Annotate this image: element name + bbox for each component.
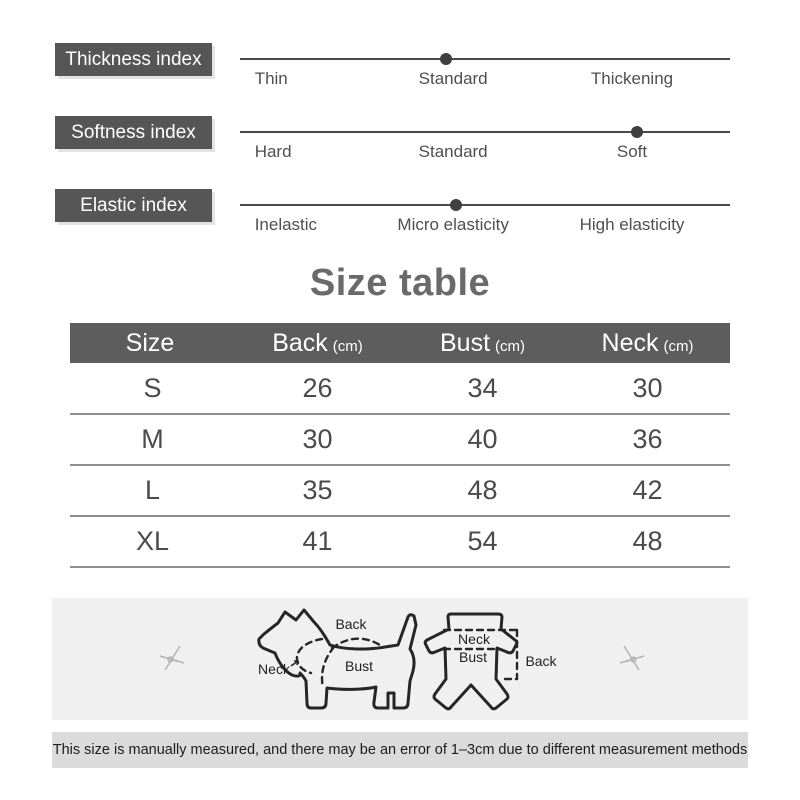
dog-back-label: Back [335, 616, 367, 632]
decorative-cross-icon [157, 643, 187, 673]
cell-back: 30 [235, 414, 400, 465]
cell-neck: 42 [565, 465, 730, 516]
softness-slider [240, 116, 730, 161]
option-thickening: Thickening [590, 69, 674, 88]
cell-back: 26 [235, 363, 400, 414]
elastic-slider [240, 189, 730, 234]
slider-dot [631, 126, 643, 138]
option-hard: Hard [254, 142, 292, 161]
column-header-neck: Neck (cm) [565, 323, 730, 363]
garment-back-label: Back [525, 653, 557, 669]
elastic-index-row [55, 189, 730, 234]
cell-bust: 34 [400, 363, 565, 414]
dog-measurement-diagram [250, 601, 425, 718]
cell-neck: 48 [565, 516, 730, 567]
slider-dot [450, 199, 462, 211]
thickness-index-row [55, 43, 730, 88]
option-standard: Standard [418, 142, 488, 161]
option-high-elasticity: High elasticity [579, 215, 685, 234]
thickness-index-label: Thickness index [55, 43, 212, 76]
cell-size: M [70, 414, 235, 465]
softness-index-row [55, 116, 730, 161]
cell-bust: 40 [400, 414, 565, 465]
cell-back: 41 [235, 516, 400, 567]
option-inelastic: Inelastic [254, 215, 318, 234]
garment-neck-label: Neck [458, 631, 490, 647]
measurement-diagram-panel [52, 598, 748, 720]
slider-dot [440, 53, 452, 65]
measurement-disclaimer-note: This size is manually measured, and there may be an error of 1–3cm due to different measurement methods [52, 732, 748, 768]
option-standard: Standard [418, 69, 488, 88]
column-header-bust: Bust (cm) [400, 323, 565, 363]
column-header-size: Size [70, 323, 235, 363]
size-table-header [70, 323, 730, 363]
softness-index-label: Softness index [55, 116, 212, 149]
table-row-m [70, 414, 730, 465]
garment-bust-label: Bust [458, 649, 488, 665]
decorative-cross-icon [617, 643, 647, 673]
index-section [0, 0, 800, 234]
slider-options [240, 142, 730, 164]
table-row-xl [70, 516, 730, 567]
cell-back: 35 [235, 465, 400, 516]
table-row-s [70, 363, 730, 414]
cell-neck: 36 [565, 414, 730, 465]
option-micro-elasticity: Micro elasticity [397, 215, 509, 234]
cell-bust: 48 [400, 465, 565, 516]
size-table-title: Size table [309, 262, 491, 304]
slider-track [240, 58, 730, 60]
size-table [70, 323, 730, 568]
cell-size: S [70, 363, 235, 414]
slider-track [240, 131, 730, 133]
dog-neck-label: Neck [258, 661, 290, 677]
cell-neck: 30 [565, 363, 730, 414]
elastic-index-label: Elastic index [55, 189, 212, 222]
slider-options [240, 215, 730, 237]
option-thin: Thin [254, 69, 288, 88]
table-row-l [70, 465, 730, 516]
cell-bust: 54 [400, 516, 565, 567]
thickness-slider [240, 43, 730, 88]
slider-track [240, 204, 730, 206]
column-header-back: Back (cm) [235, 323, 400, 363]
option-soft: Soft [616, 142, 648, 161]
cell-size: XL [70, 516, 235, 567]
cell-size: L [70, 465, 235, 516]
slider-options [240, 69, 730, 91]
garment-measurement-diagram [420, 599, 575, 719]
dog-bust-label: Bust [344, 658, 374, 674]
